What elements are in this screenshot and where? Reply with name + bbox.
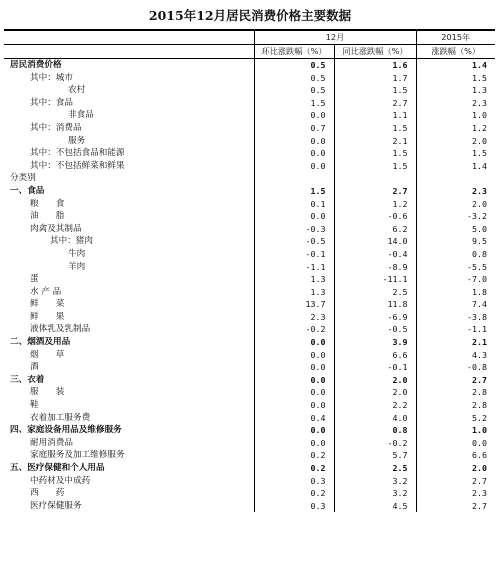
table-row: [4, 147, 495, 160]
table-row: [4, 336, 495, 349]
row-label: 肉禽及其制品: [30, 223, 82, 234]
yoy-value: 6.2: [334, 223, 416, 236]
yoy-value: 1.2: [334, 198, 416, 211]
row-label: 油 脂: [30, 211, 65, 222]
table-row: [4, 361, 495, 374]
header-blank-2: [4, 45, 254, 59]
row-label: 家庭服务及加工维修服务: [30, 450, 125, 461]
annual-value: 4.3: [416, 349, 495, 362]
yoy-value: 2.5: [334, 462, 416, 475]
table-row: [4, 248, 495, 261]
row-label: 鞋: [30, 400, 39, 411]
yoy-value: 1.1: [334, 109, 416, 122]
annual-value: 6.6: [416, 449, 495, 462]
row-label: 其中：不包括鲜菜和鲜果: [30, 160, 125, 171]
table-row: [4, 500, 495, 513]
table-row: [4, 172, 495, 185]
annual-value: 1.0: [416, 424, 495, 437]
yoy-value: 0.8: [334, 424, 416, 437]
yoy-value: 1.5: [334, 147, 416, 160]
row-label: 耐用消费品: [30, 437, 73, 448]
row-label: 粮 食: [30, 198, 65, 209]
mom-value: 0.0: [254, 399, 334, 412]
mom-value: 0.0: [254, 147, 334, 160]
mom-value: 0.1: [254, 198, 334, 211]
row-label: 鲜 果: [30, 311, 65, 322]
header-group-month: 12月: [254, 30, 416, 45]
annual-value: 1.5: [416, 72, 495, 85]
mom-value: 0.0: [254, 135, 334, 148]
table-row: [4, 399, 495, 412]
cpi-table-container: [4, 29, 495, 512]
yoy-value: -11.1: [334, 273, 416, 286]
row-label: 其中：城市: [30, 72, 73, 83]
yoy-value: 2.5: [334, 286, 416, 299]
yoy-value: [334, 172, 416, 185]
annual-value: 2.0: [416, 462, 495, 475]
row-label: 分类别: [10, 173, 36, 184]
row-label: 牛肉: [68, 248, 86, 259]
mom-value: 0.7: [254, 122, 334, 135]
header-annual: 涨跌幅（%）: [416, 45, 495, 59]
table-row: [4, 59, 495, 72]
mom-value: 0.5: [254, 59, 334, 72]
yoy-value: 6.6: [334, 349, 416, 362]
table-body: [4, 59, 495, 513]
annual-value: 1.8: [416, 286, 495, 299]
yoy-value: 11.8: [334, 298, 416, 311]
row-label: 烟 草: [30, 349, 65, 360]
row-label: 非食品: [68, 110, 94, 121]
annual-value: 1.5: [416, 147, 495, 160]
yoy-value: 1.5: [334, 84, 416, 97]
row-label: 其中：食品: [30, 97, 73, 108]
table-row: [4, 273, 495, 286]
mom-value: 0.0: [254, 349, 334, 362]
mom-value: -1.1: [254, 261, 334, 274]
table-row: [4, 323, 495, 336]
yoy-value: 1.7: [334, 72, 416, 85]
annual-value: 2.3: [416, 487, 495, 500]
table-row: [4, 84, 495, 97]
table-row: [4, 198, 495, 211]
table-row: [4, 261, 495, 274]
row-label: 服 装: [30, 387, 65, 398]
mom-value: 2.3: [254, 311, 334, 324]
mom-value: 0.0: [254, 424, 334, 437]
mom-value: 0.4: [254, 412, 334, 425]
row-label: 其中：猪肉: [50, 236, 93, 247]
mom-value: [254, 172, 334, 185]
mom-value: 0.5: [254, 72, 334, 85]
mom-value: 0.2: [254, 462, 334, 475]
table-row: [4, 475, 495, 488]
mom-value: -0.1: [254, 248, 334, 261]
mom-value: 0.0: [254, 109, 334, 122]
table-header: [4, 30, 495, 59]
annual-value: 2.3: [416, 185, 495, 198]
mom-value: 0.0: [254, 160, 334, 173]
table-row: [4, 72, 495, 85]
row-label: 三、衣着: [10, 374, 45, 385]
annual-value: 1.0: [416, 109, 495, 122]
annual-value: 1.3: [416, 84, 495, 97]
table-row: [4, 424, 495, 437]
row-label: 二、烟酒及用品: [10, 337, 71, 348]
header-mom: 环比涨跌幅（%）: [254, 45, 334, 59]
row-label: 衣着加工服务费: [30, 412, 91, 423]
mom-value: 1.5: [254, 185, 334, 198]
annual-value: 2.8: [416, 386, 495, 399]
mom-value: -0.5: [254, 235, 334, 248]
table-row: [4, 97, 495, 110]
page-title: 2015年12月居民消费价格主要数据: [148, 8, 352, 23]
mom-value: 0.0: [254, 437, 334, 450]
yoy-value: 4.0: [334, 412, 416, 425]
row-label: 羊肉: [68, 261, 86, 272]
annual-value: 2.0: [416, 135, 495, 148]
row-label: 五、医疗保健和个人用品: [10, 463, 105, 473]
annual-value: 5.0: [416, 223, 495, 236]
yoy-value: 3.2: [334, 487, 416, 500]
annual-value: -3.8: [416, 311, 495, 324]
table-row: [4, 349, 495, 362]
row-label: 农村: [68, 85, 86, 96]
table-row: [4, 109, 495, 122]
row-label: 医疗保健服务: [30, 500, 82, 511]
yoy-value: -6.9: [334, 311, 416, 324]
table-row: [4, 311, 495, 324]
annual-value: -5.5: [416, 261, 495, 274]
yoy-value: 2.2: [334, 399, 416, 412]
annual-value: 5.2: [416, 412, 495, 425]
annual-value: 2.3: [416, 97, 495, 110]
table-row: [4, 210, 495, 223]
yoy-value: 2.0: [334, 374, 416, 387]
table-row: [4, 135, 495, 148]
annual-value: 0.8: [416, 248, 495, 261]
yoy-value: 1.5: [334, 122, 416, 135]
annual-value: 2.7: [416, 500, 495, 513]
mom-value: 0.2: [254, 449, 334, 462]
annual-value: 2.8: [416, 399, 495, 412]
mom-value: 1.3: [254, 286, 334, 299]
annual-value: -0.8: [416, 361, 495, 374]
mom-value: 0.5: [254, 84, 334, 97]
header-yoy: 同比涨跌幅（%）: [334, 45, 416, 59]
yoy-value: 3.9: [334, 336, 416, 349]
mom-value: 0.0: [254, 210, 334, 223]
row-label: 水 产 品: [30, 286, 62, 297]
row-label: 其中：消费品: [30, 122, 82, 133]
table-row: [4, 412, 495, 425]
table-row: [4, 487, 495, 500]
yoy-value: -0.6: [334, 210, 416, 223]
mom-value: 0.0: [254, 386, 334, 399]
yoy-value: 2.7: [334, 97, 416, 110]
row-label: 居民消费价格: [10, 60, 62, 70]
row-label: 四、家庭设备用品及维修服务: [10, 425, 122, 436]
yoy-value: 1.6: [334, 59, 416, 72]
yoy-value: -8.9: [334, 261, 416, 274]
yoy-value: -0.5: [334, 323, 416, 336]
mom-value: 0.0: [254, 374, 334, 387]
table-row: [4, 386, 495, 399]
header-group-year: 2015年: [416, 30, 495, 45]
yoy-value: 2.0: [334, 386, 416, 399]
yoy-value: 5.7: [334, 449, 416, 462]
annual-value: -1.1: [416, 323, 495, 336]
table-row: [4, 286, 495, 299]
yoy-value: 1.5: [334, 160, 416, 173]
mom-value: 0.0: [254, 361, 334, 374]
yoy-value: -0.2: [334, 437, 416, 450]
table-row: [4, 449, 495, 462]
yoy-value: -0.4: [334, 248, 416, 261]
table-row: [4, 462, 495, 475]
row-label: 西 药: [30, 488, 65, 499]
annual-value: 0.0: [416, 437, 495, 450]
row-label: 服务: [68, 135, 86, 146]
annual-value: [416, 172, 495, 185]
annual-value: -7.0: [416, 273, 495, 286]
mom-value: 1.3: [254, 273, 334, 286]
table-row: [4, 185, 495, 198]
row-label: 鲜 菜: [30, 299, 65, 310]
mom-value: 0.0: [254, 336, 334, 349]
table-row: [4, 122, 495, 135]
mom-value: 0.3: [254, 475, 334, 488]
mom-value: 13.7: [254, 298, 334, 311]
yoy-value: 2.1: [334, 135, 416, 148]
yoy-value: 4.5: [334, 500, 416, 513]
cpi-table: [4, 29, 495, 512]
row-label: 液体乳及乳制品: [30, 324, 91, 335]
annual-value: 2.0: [416, 198, 495, 211]
yoy-value: 3.2: [334, 475, 416, 488]
annual-value: 1.4: [416, 160, 495, 173]
row-label: 蛋: [30, 274, 39, 285]
mom-value: 1.5: [254, 97, 334, 110]
annual-value: 2.1: [416, 336, 495, 349]
annual-value: 2.7: [416, 475, 495, 488]
annual-value: -3.2: [416, 210, 495, 223]
row-label: 其中：不包括食品和能源: [30, 148, 125, 159]
mom-value: -0.3: [254, 223, 334, 236]
annual-value: 2.7: [416, 374, 495, 387]
table-row: [4, 160, 495, 173]
table-row: [4, 235, 495, 248]
mom-value: 0.2: [254, 487, 334, 500]
annual-value: 1.4: [416, 59, 495, 72]
row-label: 酒: [30, 362, 39, 373]
annual-value: 7.4: [416, 298, 495, 311]
table-row: [4, 223, 495, 236]
mom-value: 0.3: [254, 500, 334, 513]
mom-value: -0.2: [254, 323, 334, 336]
annual-value: 9.5: [416, 235, 495, 248]
yoy-value: -0.1: [334, 361, 416, 374]
header-blank: [4, 30, 254, 45]
table-row: [4, 437, 495, 450]
table-row: [4, 298, 495, 311]
yoy-value: 14.0: [334, 235, 416, 248]
yoy-value: 2.7: [334, 185, 416, 198]
row-label: 中药材及中成药: [30, 475, 91, 486]
table-row: [4, 374, 495, 387]
annual-value: 1.2: [416, 122, 495, 135]
row-label: 一、食品: [10, 185, 45, 196]
